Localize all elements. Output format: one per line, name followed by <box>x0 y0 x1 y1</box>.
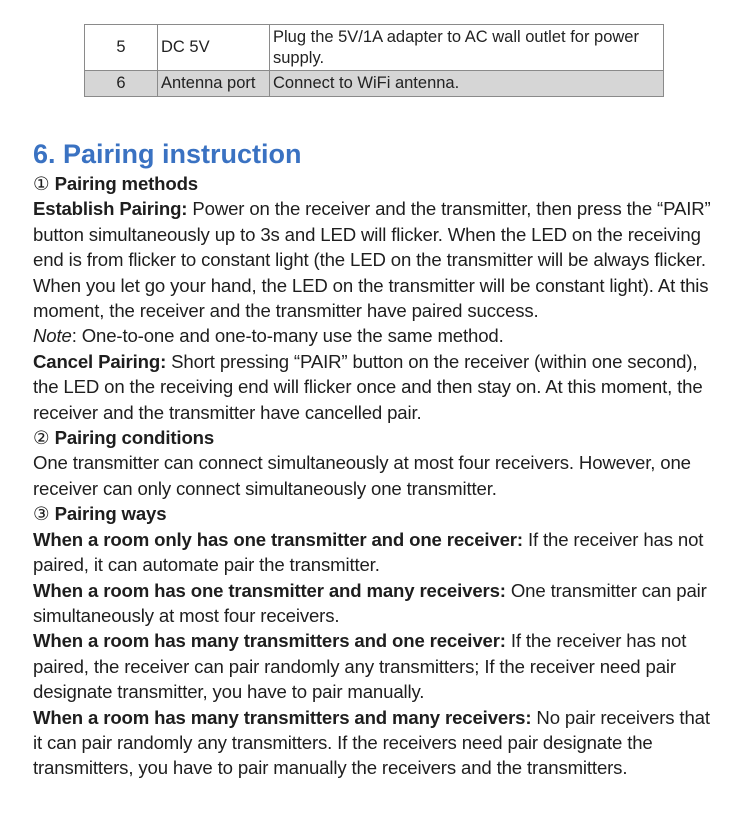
cancel-pairing-label: Cancel Pairing: <box>33 350 167 372</box>
port-name: DC 5V <box>158 25 270 71</box>
circled-number-3: ③ <box>33 503 50 525</box>
pairing-way-text: No pair receivers that it can pair randomly any transmitters. If the receivers need pair designate the transmitters, you have to pair manually the receivers and the transmitters. <box>33 706 710 779</box>
port-description: Connect to WiFi antenna. <box>270 71 664 97</box>
port-name: Antenna port <box>158 71 270 97</box>
pairing-way-item <box>33 628 723 704</box>
table-row <box>85 71 664 97</box>
circled-number-1: ① <box>33 173 50 194</box>
port-number: 5 <box>85 25 158 71</box>
cancel-pairing-text: Short pressing “PAIR” button on the receiver (within one second), the LED on the receiving end will flicker once and then stay on. At this moment, the receiver and the transmitter have cancelled pair. <box>33 350 703 423</box>
port-description: Plug the 5V/1A adapter to AC wall outlet for power supply. <box>270 25 664 71</box>
pairing-way-label: When a room has one transmitter and many receivers: <box>33 579 506 601</box>
establish-pairing-paragraph <box>33 196 723 323</box>
pairing-way-item <box>33 578 723 629</box>
circled-number-2: ② <box>33 427 50 449</box>
subsection-heading-methods <box>33 171 723 196</box>
note-text: : One-to-one and one-to-many use the same method. <box>71 325 504 347</box>
establish-pairing-text: Power on the receiver and the transmitter, then press the “PAIR” button simultaneously up to 3s and LED will flicker. When the LED on the receiving end is from flicker to constant light (the LED on the transmitter will be always flicker. When you let go your hand, the LED on the transmitter will be constant light). At this moment, the receiver and the transmitter have paired success. <box>33 198 711 322</box>
section-title: 6. Pairing instruction <box>33 139 302 169</box>
pairing-way-text: If the receiver has not paired, it can automate pair the transmitter. <box>33 528 704 576</box>
subsection-title: Pairing conditions <box>54 427 215 449</box>
pairing-section <box>33 138 723 781</box>
note-paragraph <box>33 323 723 348</box>
subsection-heading-ways <box>33 501 723 526</box>
table-row <box>85 25 664 71</box>
port-number: 6 <box>85 71 158 97</box>
conditions-paragraph: One transmitter can connect simultaneously at most four receivers. However, one receiver can only connect simultaneously one transmitter. <box>33 452 691 499</box>
pairing-way-text: If the receiver has not paired, the receiver can pair randomly any transmitters; If the receiver need pair designate transmitter, you have to pair manually. <box>33 630 687 703</box>
pairing-way-item <box>33 527 723 578</box>
note-label: Note <box>33 325 72 347</box>
pairing-way-label: When a room has many transmitters and many receivers: <box>33 706 532 728</box>
pairing-way-text: One transmitter can pair simultaneously at most four receivers. <box>33 579 707 626</box>
cancel-pairing-paragraph <box>33 349 723 425</box>
pairing-way-item <box>33 705 723 781</box>
pairing-way-label: When a room only has one transmitter and one receiver: <box>33 528 523 550</box>
establish-pairing-label: Establish Pairing: <box>33 198 188 220</box>
pairing-way-label: When a room has many transmitters and one receiver: <box>33 630 506 652</box>
subsection-title: Pairing ways <box>54 503 167 525</box>
subsection-heading-conditions <box>33 425 723 450</box>
port-spec-table <box>84 24 664 97</box>
subsection-title: Pairing methods <box>54 173 198 194</box>
